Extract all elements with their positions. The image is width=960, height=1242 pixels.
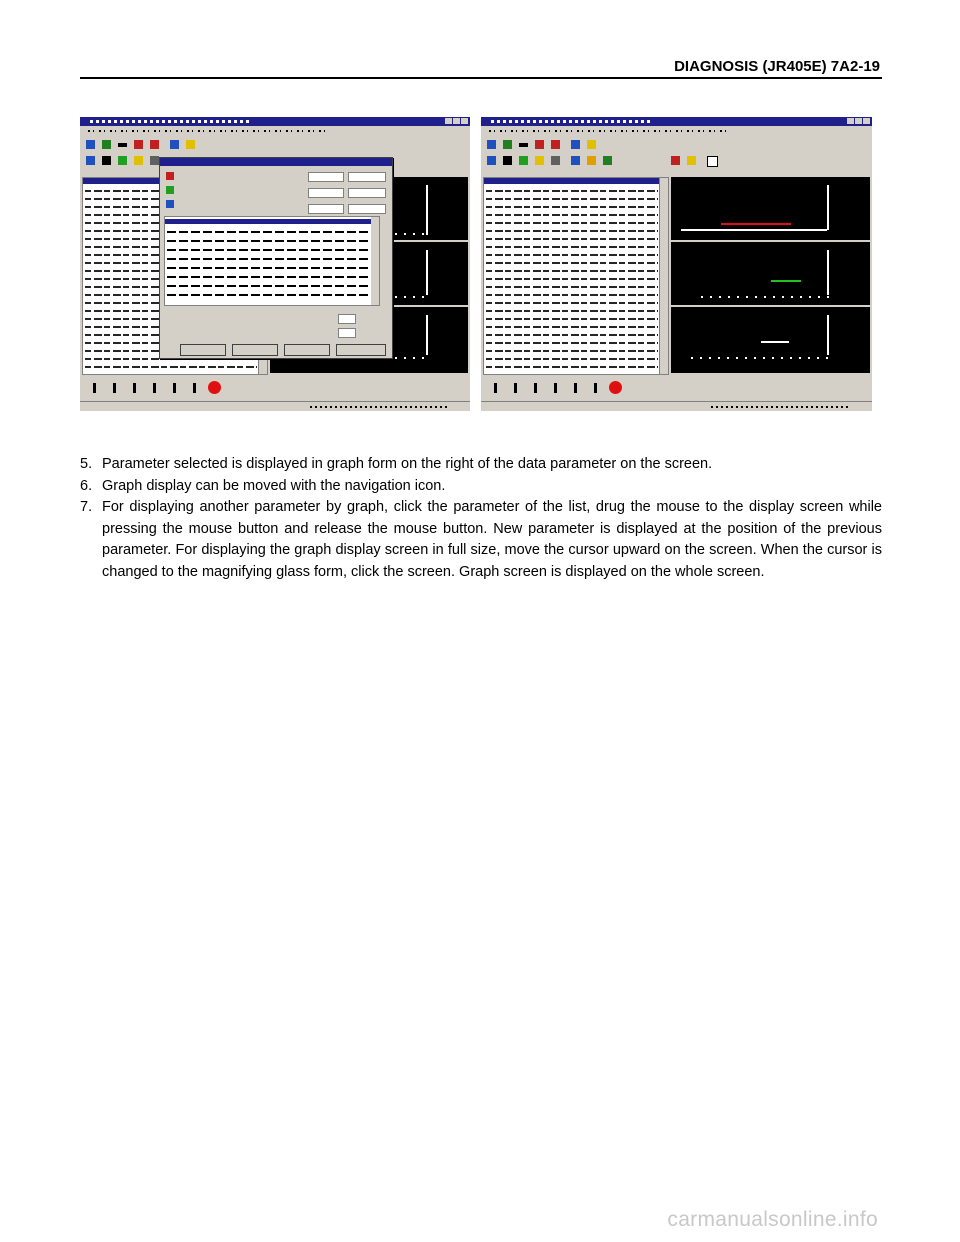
toolbar-top: [481, 137, 872, 153]
bulb-icon[interactable]: [587, 140, 596, 149]
pause-icon[interactable]: [186, 378, 206, 398]
list-scrollbar[interactable]: [659, 178, 668, 374]
arrow-icon[interactable]: [118, 143, 127, 147]
procedure-steps: [80, 454, 882, 583]
next-icon[interactable]: [547, 378, 567, 398]
step-item: [80, 476, 882, 498]
graph-panel[interactable]: [671, 242, 870, 307]
menu-bar[interactable]: [481, 126, 872, 137]
chart-icon[interactable]: [118, 156, 127, 165]
parameter-dialog: [159, 157, 393, 359]
marker-icon[interactable]: [671, 156, 680, 165]
toolbar-top: [80, 137, 470, 153]
graph-display[interactable]: [671, 177, 870, 373]
page-title: DIAGNOSIS (JR405E) 7A2-19: [674, 58, 880, 75]
help-button[interactable]: [336, 344, 386, 356]
watermark: carmanualsonline.info: [667, 1208, 878, 1231]
arrow-icon[interactable]: [519, 143, 528, 147]
step-text: Parameter selected is displayed in graph form on the right of the data parameter on the screen.: [102, 456, 713, 472]
grid-icon[interactable]: [150, 156, 159, 165]
list-icon[interactable]: [503, 156, 512, 165]
mark-icon[interactable]: [134, 156, 143, 165]
list-rows[interactable]: [486, 187, 658, 372]
play-icon[interactable]: [126, 378, 146, 398]
record-icon[interactable]: [609, 381, 622, 394]
next-icon[interactable]: [146, 378, 166, 398]
range-field[interactable]: [338, 314, 356, 324]
pause-icon[interactable]: [587, 378, 607, 398]
tool-icon[interactable]: [102, 140, 111, 149]
range-field[interactable]: [338, 328, 356, 338]
window-controls: [445, 118, 468, 124]
list-header: [484, 178, 668, 184]
last-icon[interactable]: [567, 378, 587, 398]
play-icon[interactable]: [527, 378, 547, 398]
warning-icon[interactable]: [150, 140, 159, 149]
dialog-scrollbar[interactable]: [371, 217, 379, 305]
stop-icon[interactable]: [134, 140, 143, 149]
tool-icon[interactable]: [503, 140, 512, 149]
warning-icon[interactable]: [551, 140, 560, 149]
step-text: Graph display can be moved with the navigation icon.: [102, 477, 446, 494]
prev-icon[interactable]: [106, 378, 126, 398]
step-number: 7.: [80, 499, 93, 515]
window-title-text: [90, 120, 250, 123]
link-icon[interactable]: [571, 140, 580, 149]
value-field[interactable]: [308, 172, 344, 182]
graph-icon[interactable]: [487, 156, 496, 165]
window-controls: [847, 118, 870, 124]
green-trace-icon: [166, 186, 174, 194]
first-icon[interactable]: [487, 378, 507, 398]
window-titlebar: [80, 117, 470, 126]
link-icon[interactable]: [170, 140, 179, 149]
value-field[interactable]: [308, 204, 344, 214]
scale-icon[interactable]: [603, 156, 612, 165]
value-field[interactable]: [348, 204, 386, 214]
selected-parameter[interactable]: [165, 219, 371, 224]
blue-trace-icon: [166, 200, 174, 208]
window-title-text: [491, 120, 651, 123]
chart-icon[interactable]: [519, 156, 528, 165]
nav-icon[interactable]: [86, 140, 95, 149]
navigation-toolbar: [80, 375, 470, 401]
red-trace-icon: [166, 172, 174, 180]
page-header: [80, 58, 882, 76]
prev-icon[interactable]: [507, 378, 527, 398]
zigzag-icon[interactable]: [587, 156, 596, 165]
cancel-button[interactable]: [232, 344, 278, 356]
graph-icon[interactable]: [86, 156, 95, 165]
grid-icon[interactable]: [551, 156, 560, 165]
data-parameter-list[interactable]: [483, 177, 669, 375]
status-bar: [80, 401, 470, 411]
menu-bar[interactable]: [80, 126, 470, 137]
minimize-icon[interactable]: [445, 118, 452, 124]
value-field[interactable]: [308, 188, 344, 198]
close-icon[interactable]: [461, 118, 468, 124]
mark-icon[interactable]: [535, 156, 544, 165]
window-titlebar: [481, 117, 872, 126]
close-icon[interactable]: [863, 118, 870, 124]
status-bar: [481, 401, 872, 411]
dialog-list-rows[interactable]: [167, 227, 369, 303]
navigation-toolbar: [481, 375, 872, 401]
screenshot-graph-three-panels: [481, 117, 872, 411]
bulb-icon[interactable]: [186, 140, 195, 149]
last-icon[interactable]: [166, 378, 186, 398]
maximize-icon[interactable]: [855, 118, 862, 124]
stop-icon[interactable]: [535, 140, 544, 149]
apply-button[interactable]: [284, 344, 330, 356]
toolbar-secondary: [481, 153, 872, 169]
list-icon[interactable]: [102, 156, 111, 165]
header-rule: [80, 77, 882, 79]
record-icon[interactable]: [208, 381, 221, 394]
first-icon[interactable]: [86, 378, 106, 398]
value-field[interactable]: [348, 172, 386, 182]
dialog-titlebar: [160, 158, 392, 166]
ok-button[interactable]: [180, 344, 226, 356]
step-number: 5.: [80, 456, 93, 472]
dialog-parameter-list[interactable]: [164, 216, 380, 306]
page-icon[interactable]: [707, 156, 718, 167]
step-text: For displaying another parameter by graph, click the parameter of the list, drug the mouse to the display screen while pressing the mouse button and release the mouse button. New parameter is displayed at the position of the previous parameter. For displaying the graph display screen in full size, move the cursor upward on the screen. When the cursor is changed to the magnifying glass form, click the screen. Graph screen is displayed on the whole screen.: [102, 499, 882, 580]
step-number: 6.: [80, 477, 93, 494]
maximize-icon[interactable]: [453, 118, 460, 124]
value-field[interactable]: [348, 188, 386, 198]
zoom-icon[interactable]: [687, 156, 696, 165]
graph-panel[interactable]: [671, 307, 870, 370]
screenshot-graph-with-dialog: [80, 117, 470, 411]
minimize-icon[interactable]: [847, 118, 854, 124]
nav-icon[interactable]: [487, 140, 496, 149]
step-item: [80, 454, 882, 476]
flag-icon[interactable]: [571, 156, 580, 165]
step-item: [80, 497, 882, 583]
graph-panel[interactable]: [671, 177, 870, 242]
